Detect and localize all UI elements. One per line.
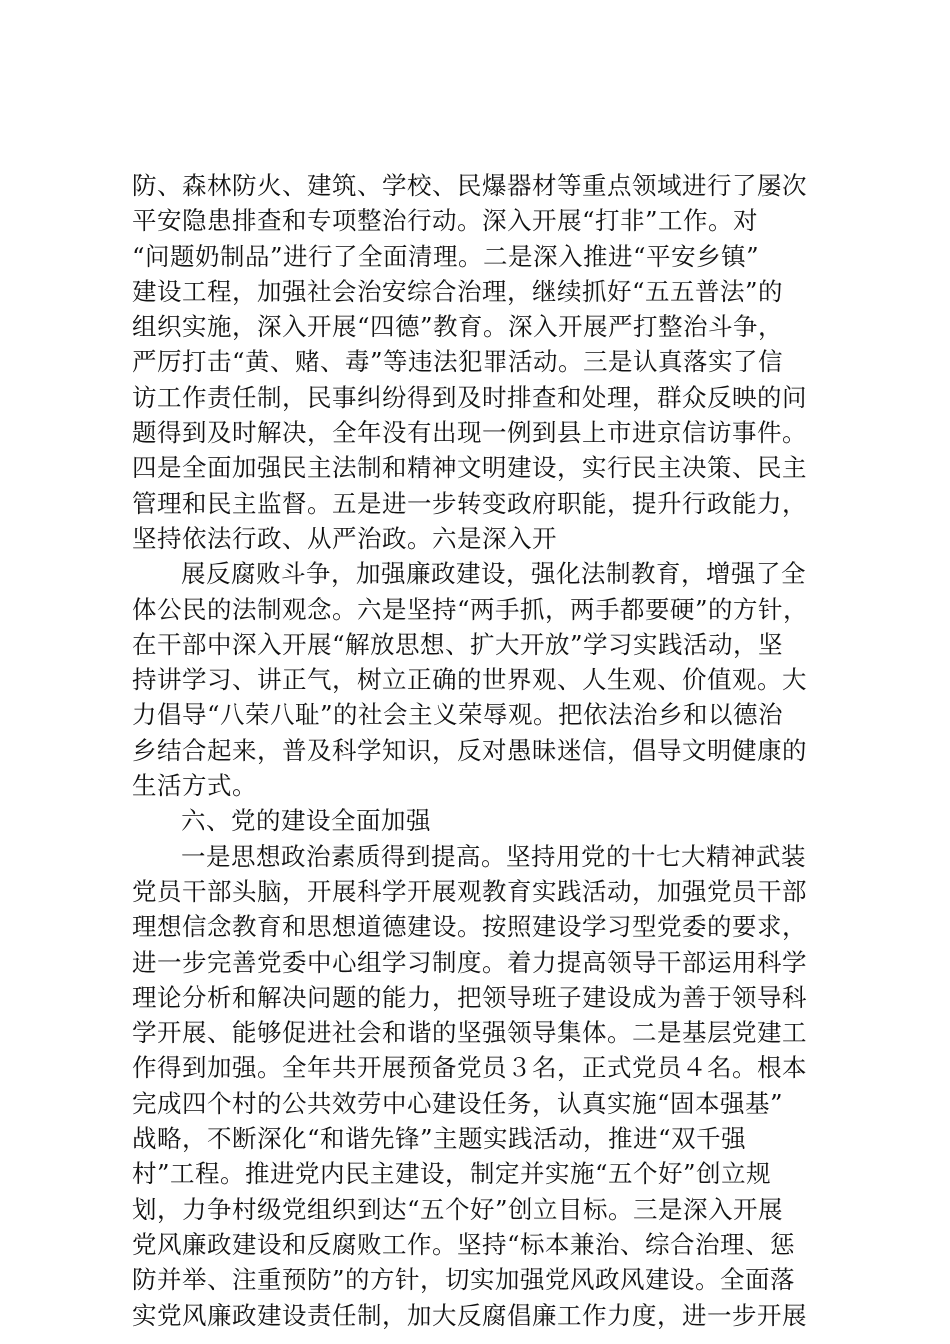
text-line: 组织实施，深入开展“四德”教育。深入开展严打整治斗争， (132, 312, 784, 342)
text-line: 学开展、能够促进社会和谐的坚强领导集体。二是基层党建工 (132, 1018, 807, 1048)
text-line: 六、党的建设全面加强 (181, 806, 431, 836)
text-line: 展反腐败斗争，加强廉政建设，强化法制教育，增强了全 (181, 559, 806, 589)
text-line: 体公民的法制观念。六是坚持“两手抓，两手都要硬”的方针， (132, 594, 809, 624)
text-line: 生活方式。 (132, 771, 257, 801)
text-line: 理想信念教育和思想道德建设。按照建设学习型党委的要求， (132, 912, 807, 942)
text-line: 管理和民主监督。五是进一步转变政府职能，提升行政能力， (132, 488, 807, 518)
text-line: 建设工程，加强社会治安综合治理，继续抓好“五五普法”的 (132, 276, 784, 306)
text-line: 实党风廉政建设责任制，加大反腐倡廉工作力度，进一步开展 (132, 1300, 807, 1330)
text-line: 力倡导“八荣八耻”的社会主义荣辱观。把依法治乡和以德治 (132, 700, 784, 730)
text-line: 党员干部头脑，开展科学开展观教育实践活动，加强党员干部 (132, 876, 807, 906)
text-line: 题得到及时解决，全年没有出现一例到县上市进京信访事件。 (132, 418, 807, 448)
text-line: 一是思想政治素质得到提高。坚持用党的十七大精神武装 (181, 841, 806, 871)
text-line: 在干部中深入开展“解放思想、扩大开放”学习实践活动，坚 (132, 629, 784, 659)
text-line: 战略，不断深化“和谐先锋”主题实践活动，推进“双千强 (132, 1124, 747, 1154)
text-line: 完成四个村的公共效劳中心建设任务，认真实施“固本强基” (132, 1088, 784, 1118)
text-line: 防并举、注重预防”的方针，切实加强党风政风建设。全面落 (132, 1265, 796, 1295)
text-line: 访工作责任制，民事纠纷得到及时排查和处理，群众反映的问 (132, 382, 807, 412)
text-line: 村”工程。推进党内民主建设，制定并实施“五个好”创立规 (132, 1159, 772, 1189)
text-line: 严厉打击“黄、赌、毒”等违法犯罪活动。三是认真落实了信 (132, 347, 784, 377)
text-line: 乡结合起来，普及科学知识，反对愚昧迷信，倡导文明健康的 (132, 735, 807, 765)
text-line: 划，力争村级党组织到达“五个好”创立目标。三是深入开展 (132, 1194, 784, 1224)
text-line: 四是全面加强民主法制和精神文明建设，实行民主决策、民主 (132, 453, 807, 483)
text-line: 持讲学习、讲正气，树立正确的世界观、人生观、价值观。大 (132, 665, 807, 695)
text-line: 坚持依法行政、从严治政。六是深入开 (132, 523, 557, 553)
text-line: 平安隐患排查和专项整治行动。深入开展“打非”工作。对 (132, 206, 759, 236)
text-line: 作得到加强。全年共开展预备党员３名，正式党员４名。根本 (132, 1053, 807, 1083)
text-line: 进一步完善党委中心组学习制度。着力提高领导干部运用科学 (132, 947, 807, 977)
text-line: “问题奶制品”进行了全面清理。二是深入推进“平安乡镇” (132, 241, 760, 271)
body-text (132, 168, 832, 1333)
text-line: 党风廉政建设和反腐败工作。坚持“标本兼治、综合治理、惩 (132, 1229, 796, 1259)
text-line: 防、森林防火、建筑、学校、民爆器材等重点领域进行了屡次 (132, 171, 807, 200)
text-line: 理论分析和解决问题的能力，把领导班子建设成为善于领导科 (132, 982, 807, 1012)
